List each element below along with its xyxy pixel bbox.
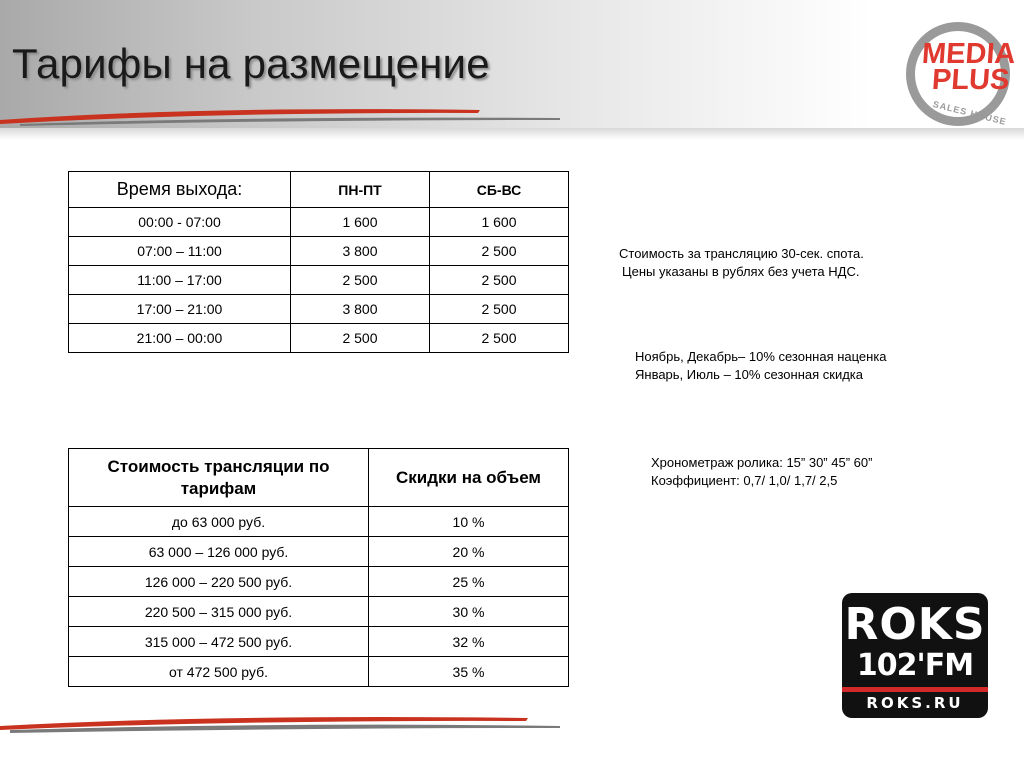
header-cell-cost: Стоимость трансляции по тарифам <box>69 449 369 507</box>
schedule-rates-table <box>68 171 569 353</box>
price-note <box>619 245 864 281</box>
table-row <box>69 627 569 657</box>
table-row <box>69 597 569 627</box>
seasonal-note <box>635 348 887 384</box>
weekend-price-cell: 1 600 <box>430 208 569 237</box>
logo-word-plus: PLUS <box>930 64 1011 96</box>
duration-note-line: Коэффициент: 0,7/ 1,0/ 1,7/ 2,5 <box>651 473 838 488</box>
discount-cell: 30 % <box>369 597 569 627</box>
cost-range-cell: 315 000 – 472 500 руб. <box>69 627 369 657</box>
discount-cell: 20 % <box>369 537 569 567</box>
table-row <box>69 266 569 295</box>
table-row <box>69 208 569 237</box>
weekday-price-cell: 2 500 <box>291 324 430 353</box>
weekday-price-cell: 3 800 <box>291 237 430 266</box>
logo-word-media: MEDIA <box>920 38 1017 70</box>
header-cell-weekend: СБ-ВС <box>430 172 569 208</box>
cost-range-cell: до 63 000 руб. <box>69 507 369 537</box>
time-cell: 21:00 – 00:00 <box>69 324 291 353</box>
weekday-price-cell: 2 500 <box>291 266 430 295</box>
weekend-price-cell: 2 500 <box>430 324 569 353</box>
weekday-price-cell: 1 600 <box>291 208 430 237</box>
discount-cell: 25 % <box>369 567 569 597</box>
price-note-line: Цены указаны в рублях без учета НДС. <box>622 264 860 279</box>
roks-logo-url: ROKS.RU <box>866 694 964 712</box>
duration-note-line: Хронометраж ролика: 15” 30” 45” 60” <box>651 455 873 470</box>
roks-logo <box>842 593 988 718</box>
table-row <box>69 507 569 537</box>
table-row <box>69 567 569 597</box>
header-cell-discount: Скидки на объем <box>369 449 569 507</box>
discount-cell: 32 % <box>369 627 569 657</box>
header-cell-weekdays: ПН-ПТ <box>291 172 430 208</box>
time-cell: 17:00 – 21:00 <box>69 295 291 324</box>
decorative-swoosh-top <box>0 104 560 128</box>
weekend-price-cell: 2 500 <box>430 237 569 266</box>
time-cell: 00:00 - 07:00 <box>69 208 291 237</box>
cost-range-cell: 126 000 – 220 500 руб. <box>69 567 369 597</box>
decorative-swoosh-bottom <box>0 710 560 734</box>
logo-word-sales-house: SALES HOUSE <box>931 99 1008 127</box>
price-note-line: Стоимость за трансляцию 30-сек. спота. <box>619 246 864 261</box>
cost-range-cell: 220 500 – 315 000 руб. <box>69 597 369 627</box>
seasonal-note-line: Январь, Июль – 10% сезонная скидка <box>635 367 864 382</box>
table-row <box>69 657 569 687</box>
roks-logo-red-bar <box>842 687 988 692</box>
volume-discount-table <box>68 448 569 687</box>
cost-range-cell: от 472 500 руб. <box>69 657 369 687</box>
cost-range-cell: 63 000 – 126 000 руб. <box>69 537 369 567</box>
weekday-price-cell: 3 800 <box>291 295 430 324</box>
discount-cell: 10 % <box>369 507 569 537</box>
header-cell-time: Время выхода: <box>69 172 291 208</box>
table-row <box>69 537 569 567</box>
page-title: Тарифы на размещение <box>12 40 490 87</box>
roks-logo-frequency: 102'FM <box>856 648 974 683</box>
time-cell: 11:00 – 17:00 <box>69 266 291 295</box>
table-header-row <box>69 449 569 507</box>
weekend-price-cell: 2 500 <box>430 266 569 295</box>
media-plus-logo <box>902 18 1017 130</box>
discount-cell: 35 % <box>369 657 569 687</box>
seasonal-note-line: Ноябрь, Декабрь– 10% сезонная наценка <box>635 349 887 364</box>
duration-coefficient-note <box>651 454 872 490</box>
table-row <box>69 237 569 266</box>
table-header-row <box>69 172 569 208</box>
table-row <box>69 324 569 353</box>
weekend-price-cell: 2 500 <box>430 295 569 324</box>
roks-logo-word: ROKS <box>844 599 986 650</box>
time-cell: 07:00 – 11:00 <box>69 237 291 266</box>
table-row <box>69 295 569 324</box>
